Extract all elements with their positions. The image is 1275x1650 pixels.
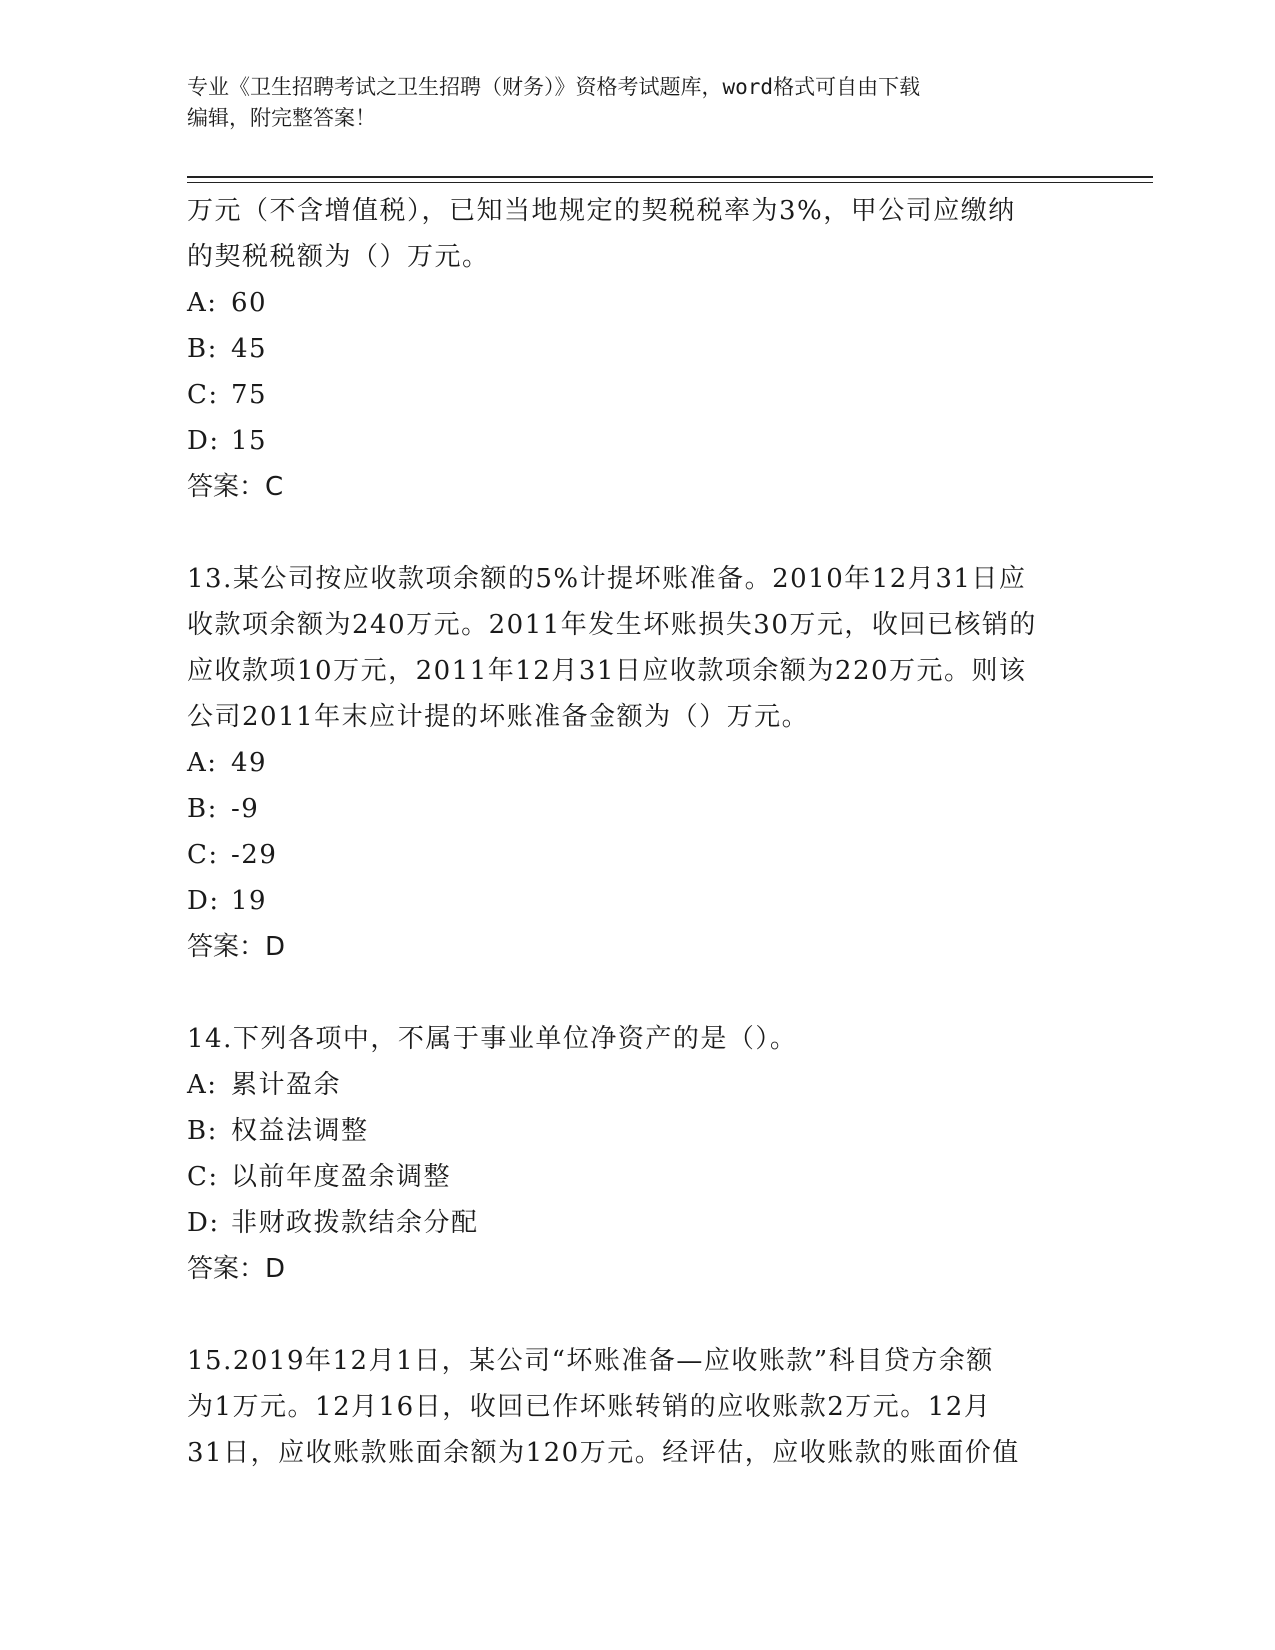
option-a bbox=[187, 740, 1087, 786]
option-label: B: bbox=[187, 1116, 218, 1146]
question-text-line: 收款项余额为240万元。2011年发生坏账损失30万元，收回已核销的 bbox=[187, 610, 1037, 640]
question-spacer bbox=[187, 1292, 1087, 1338]
header-line-1: 专业《卫生招聘考试之卫生招聘（财务）》资格考试题库，word格式可自由下载 bbox=[187, 75, 921, 99]
page-content bbox=[187, 188, 1087, 1476]
answer-line: 答案：D bbox=[187, 932, 286, 962]
option-label: D: bbox=[187, 426, 220, 456]
header-divider-thin bbox=[187, 182, 1153, 183]
option-c bbox=[187, 372, 1087, 418]
question-text-line: 公司2011年末应计提的坏账准备金额为（）万元。 bbox=[187, 702, 810, 732]
option-d bbox=[187, 878, 1087, 924]
option-label: B: bbox=[187, 794, 218, 824]
question-spacer bbox=[187, 970, 1087, 1016]
question-14 bbox=[187, 1016, 1087, 1292]
question-text-line: 14.下列各项中，不属于事业单位净资产的是（）。 bbox=[187, 1024, 798, 1054]
option-text: 49 bbox=[231, 748, 268, 778]
question-text-line: 万元（不含增值税），已知当地规定的契税税率为3%，甲公司应缴纳 bbox=[187, 196, 1016, 226]
option-text: 60 bbox=[231, 288, 268, 318]
question-text-line: 应收款项10万元，2011年12月31日应收款项余额为220万元。则该 bbox=[187, 656, 1027, 686]
option-b bbox=[187, 786, 1087, 832]
option-text: -9 bbox=[231, 794, 260, 824]
option-text: 75 bbox=[231, 380, 268, 410]
option-a bbox=[187, 1062, 1087, 1108]
option-label: D: bbox=[187, 886, 220, 916]
option-c bbox=[187, 1154, 1087, 1200]
option-b bbox=[187, 326, 1087, 372]
option-text: 累计盈余 bbox=[231, 1070, 342, 1100]
option-a bbox=[187, 280, 1087, 326]
question-12 bbox=[187, 188, 1087, 510]
option-label: A: bbox=[187, 1070, 218, 1100]
option-d bbox=[187, 1200, 1087, 1246]
question-text-line: 15.2019年12月1日，某公司“坏账准备—应收账款”科目贷方余额 bbox=[187, 1346, 994, 1376]
option-d bbox=[187, 418, 1087, 464]
question-text-line: 31日，应收账款账面余额为120万元。经评估，应收账款的账面价值 bbox=[187, 1438, 1020, 1468]
answer-line: 答案：D bbox=[187, 1254, 286, 1284]
option-label: A: bbox=[187, 748, 218, 778]
option-label: C: bbox=[187, 380, 219, 410]
question-text-line: 13.某公司按应收款项余额的5%计提坏账准备。2010年12月31日应 bbox=[187, 564, 1027, 594]
option-c bbox=[187, 832, 1087, 878]
option-label: C: bbox=[187, 840, 219, 870]
header-line-2: 编辑，附完整答案！ bbox=[187, 106, 376, 130]
option-b bbox=[187, 1108, 1087, 1154]
page-header bbox=[187, 72, 1087, 134]
answer-line: 答案：C bbox=[187, 472, 284, 502]
option-text: 45 bbox=[231, 334, 268, 364]
question-13 bbox=[187, 556, 1087, 970]
option-text: 15 bbox=[231, 426, 268, 456]
option-text: 以前年度盈余调整 bbox=[231, 1162, 452, 1192]
option-text: -29 bbox=[231, 840, 278, 870]
question-text-line: 的契税税额为（）万元。 bbox=[187, 242, 490, 272]
question-text-line: 为1万元。12月16日，收回已作坏账转销的应收账款2万元。12月 bbox=[187, 1392, 992, 1422]
option-text: 19 bbox=[231, 886, 268, 916]
option-label: D: bbox=[187, 1208, 220, 1238]
option-text: 非财政拨款结余分配 bbox=[231, 1208, 479, 1238]
header-divider-thick bbox=[187, 176, 1153, 178]
option-label: C: bbox=[187, 1162, 219, 1192]
option-label: A: bbox=[187, 288, 218, 318]
option-text: 权益法调整 bbox=[231, 1116, 369, 1146]
question-spacer bbox=[187, 510, 1087, 556]
question-15 bbox=[187, 1338, 1087, 1476]
option-label: B: bbox=[187, 334, 218, 364]
